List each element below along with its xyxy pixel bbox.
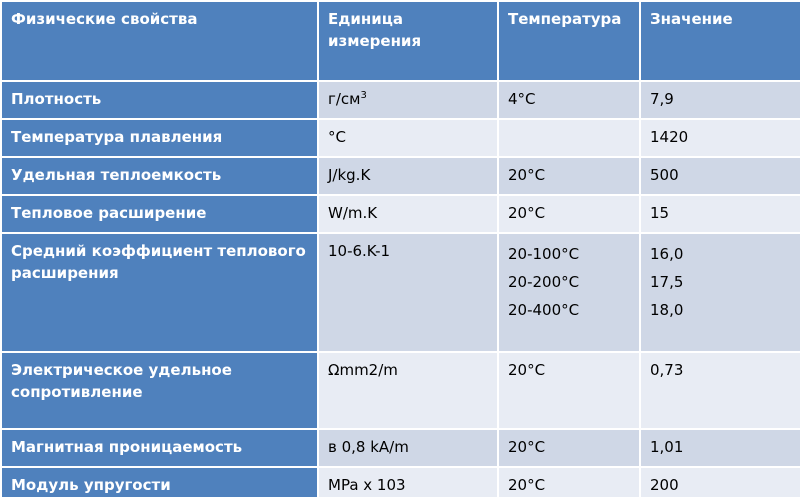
value-line: 18,0 xyxy=(650,301,684,319)
property-cell: Удельная теплоемкость xyxy=(1,157,318,195)
table-row-magnetic-permeability xyxy=(1,429,800,467)
value-cell: 500 xyxy=(640,157,800,195)
value-cell: 0,73 xyxy=(640,352,800,429)
property-cell: Температура плавления xyxy=(1,119,318,157)
table-row-specific-heat xyxy=(1,157,800,195)
temperature-cell: 20°C xyxy=(498,429,640,467)
temperature-cell: 20°C xyxy=(498,195,640,233)
header-temperature: Температура xyxy=(498,1,640,81)
temperature-cell: 20°C xyxy=(498,467,640,497)
unit-base: г/см xyxy=(328,90,361,108)
table-row-electrical-resistivity xyxy=(1,352,800,429)
table-row-density xyxy=(1,81,800,119)
property-cell: Тепловое расширение xyxy=(1,195,318,233)
value-line: 17,5 xyxy=(650,273,684,291)
property-cell: Магнитная проницаемость xyxy=(1,429,318,467)
unit-cell: W/m.K xyxy=(318,195,498,233)
value-cell: 1,01 xyxy=(640,429,800,467)
temperature-cell: 20°C xyxy=(498,157,640,195)
temperature-cell xyxy=(498,233,640,352)
unit-cell: °C xyxy=(318,119,498,157)
temperature-line: 20-100°C xyxy=(508,245,580,263)
table-row-elastic-modulus xyxy=(1,467,800,497)
value-cell: 7,9 xyxy=(640,81,800,119)
property-cell: Модуль упругости xyxy=(1,467,318,497)
value-cell xyxy=(640,233,800,352)
unit-cell: J/kg.K xyxy=(318,157,498,195)
value-line: 16,0 xyxy=(650,245,684,263)
temperature-cell: 4°C xyxy=(498,81,640,119)
header-property: Физические свойства xyxy=(1,1,318,81)
unit-cell: 10-6.K-1 xyxy=(318,233,498,352)
unit-superscript: 3 xyxy=(360,90,367,101)
table-row-mean-expansion-coefficient xyxy=(1,233,800,352)
property-cell: Средний коэффициент теплового расширения xyxy=(1,233,318,352)
header-unit: Единица измерения xyxy=(318,1,498,81)
unit-cell xyxy=(318,81,498,119)
unit-cell: Ωmm2/m xyxy=(318,352,498,429)
unit-cell: в 0,8 kA/m xyxy=(318,429,498,467)
value-cell: 200 xyxy=(640,467,800,497)
value-cell: 15 xyxy=(640,195,800,233)
temperature-cell: 20°C xyxy=(498,352,640,429)
header-row xyxy=(1,1,800,81)
header-value: Значение xyxy=(640,1,800,81)
table-row-melting-point xyxy=(1,119,800,157)
temperature-line: 20-200°C xyxy=(508,273,580,291)
property-cell: Плотность xyxy=(1,81,318,119)
table-row-thermal-expansion xyxy=(1,195,800,233)
unit-cell: MPa x 103 xyxy=(318,467,498,497)
value-cell: 1420 xyxy=(640,119,800,157)
temperature-cell xyxy=(498,119,640,157)
property-cell: Электрическое удельное сопротивление xyxy=(1,352,318,429)
temperature-line: 20-400°C xyxy=(508,301,580,319)
